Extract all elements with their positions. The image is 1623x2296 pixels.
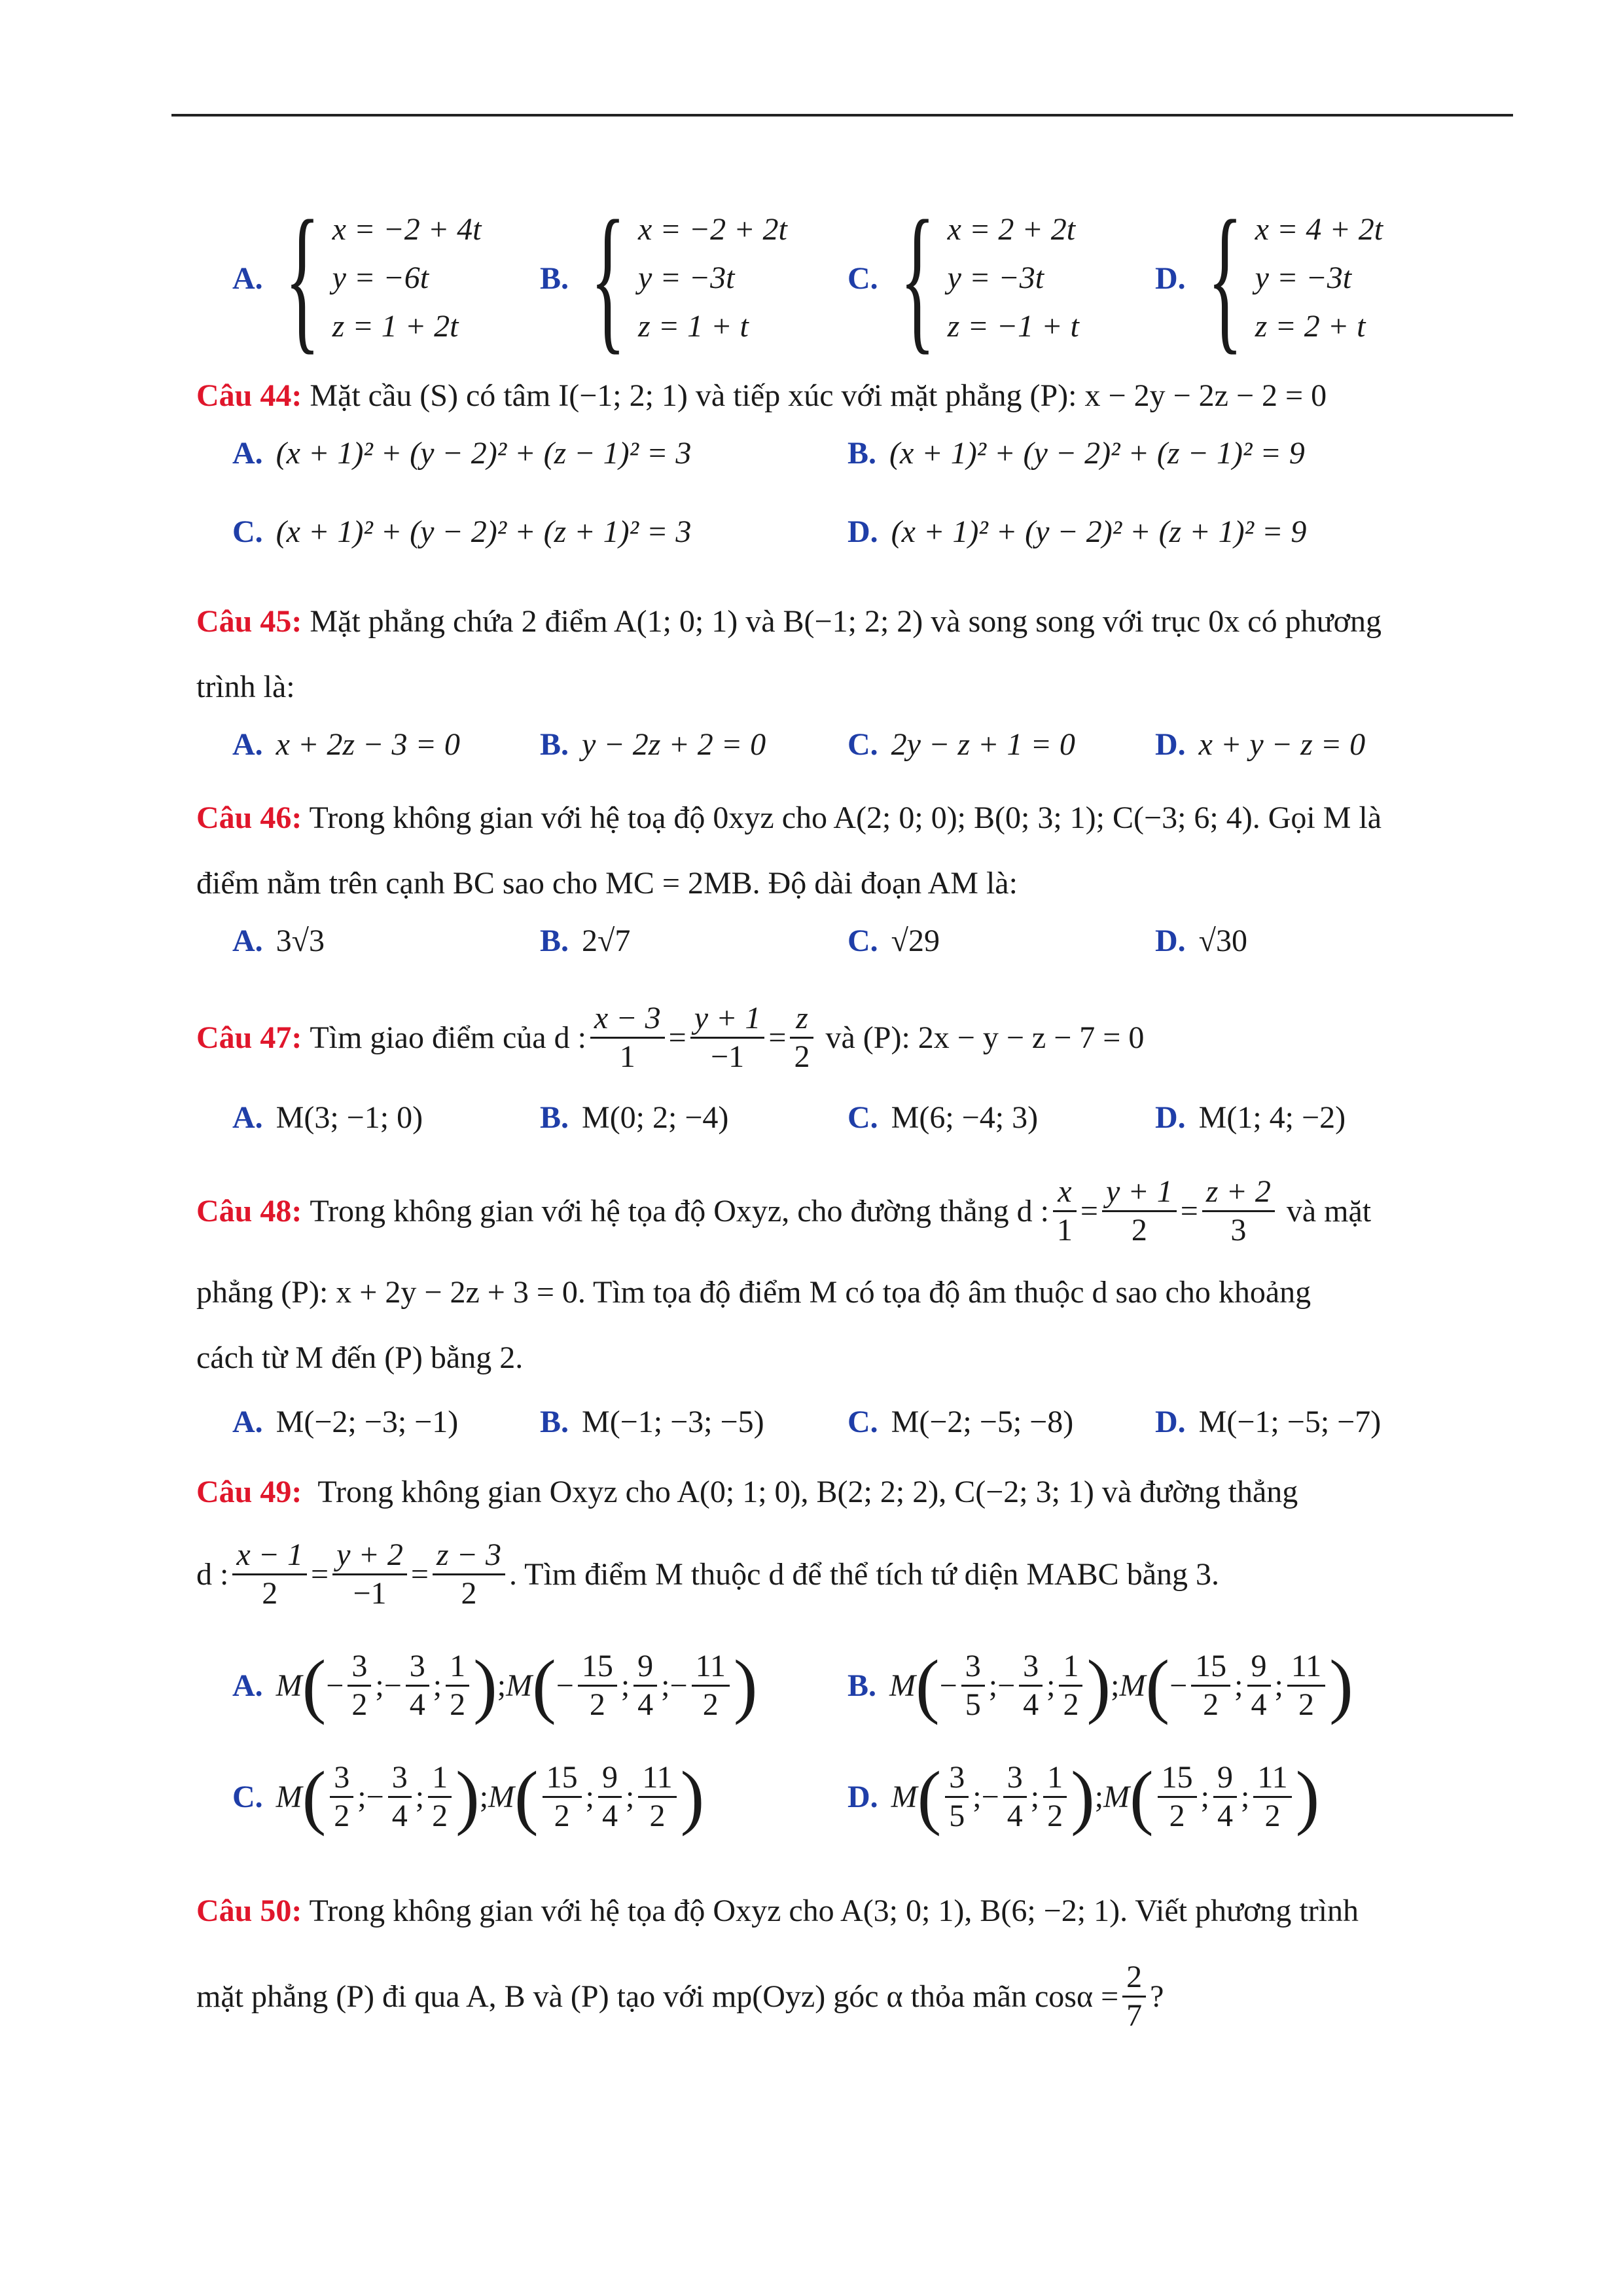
denominator: 2: [1264, 1798, 1281, 1833]
denominator: 2: [351, 1687, 368, 1722]
option-label: C.: [232, 1779, 263, 1814]
q43-options: [196, 187, 1440, 368]
fraction: [1003, 1759, 1027, 1835]
q43-option-a[interactable]: A. { x = −2 + 4t y = −6t z = 1 + 2t: [232, 187, 482, 368]
q46-option-d[interactable]: D. √30: [1155, 924, 1248, 958]
numerator: 1: [446, 1648, 469, 1687]
point-letter: M: [506, 1668, 533, 1703]
numerator: 15: [1191, 1648, 1230, 1687]
numerator: 1: [1043, 1759, 1067, 1798]
fraction: [1213, 1759, 1237, 1835]
fraction: [1059, 1648, 1082, 1723]
numerator: 15: [1158, 1759, 1197, 1798]
numerator: 11: [1253, 1759, 1291, 1798]
separator: ;: [375, 1668, 384, 1703]
numerator: 11: [692, 1648, 730, 1687]
numerator: 1: [428, 1759, 452, 1798]
numerator: 11: [638, 1759, 676, 1798]
denominator: 4: [1007, 1798, 1023, 1833]
fraction: [406, 1648, 429, 1723]
numerator: 9: [633, 1648, 657, 1687]
sign: −: [556, 1668, 574, 1703]
question-46: [196, 785, 1440, 995]
q44-option-c[interactable]: C. (x + 1)² + (y − 2)² + (z + 1)² = 3: [232, 514, 692, 549]
denominator: 4: [637, 1687, 654, 1722]
q49-option-b[interactable]: [847, 1636, 1353, 1734]
denominator: 2: [1298, 1687, 1314, 1722]
question-49: [196, 1460, 1440, 1852]
numerator: 1: [1059, 1648, 1082, 1687]
numerator: 3: [388, 1759, 412, 1798]
fraction: [1247, 1648, 1271, 1723]
fraction: [1158, 1759, 1197, 1835]
separator: ;: [1030, 1779, 1040, 1814]
paren-left: (: [917, 1757, 942, 1837]
q45-option-b[interactable]: B. y − 2z + 2 = 0: [540, 727, 766, 762]
numerator: 9: [1247, 1648, 1271, 1687]
separator: ;: [357, 1779, 366, 1814]
separator: ;: [1241, 1779, 1250, 1814]
separator: ;: [415, 1779, 425, 1814]
denominator: 2: [432, 1798, 448, 1833]
denominator: 4: [1023, 1687, 1039, 1722]
fraction: [543, 1759, 582, 1835]
separator: ;: [497, 1668, 507, 1703]
denominator: 4: [1217, 1798, 1234, 1833]
q46-option-a[interactable]: A. 3√3: [232, 924, 325, 958]
denominator: 2: [1169, 1798, 1185, 1833]
q44-option-b[interactable]: B. (x + 1)² + (y − 2)² + (z − 1)² = 9: [847, 436, 1305, 471]
sign: −: [366, 1779, 384, 1814]
separator: ;: [433, 1668, 442, 1703]
fraction: [945, 1759, 969, 1835]
q50-stem-line2: mặt phẳng (P) đi qua A, B và (P) tạo với mp(Oyz) góc α thỏa mãn cosα = $\frac{2}{7}$ ?: [196, 1959, 1164, 2033]
paren-left: (: [1145, 1645, 1170, 1725]
separator: ;: [1111, 1668, 1120, 1703]
separator: ;: [1234, 1668, 1243, 1703]
fraction: [633, 1648, 657, 1723]
fraction: [961, 1648, 985, 1723]
q50-stem: Câu 50: Trong không gian với hệ tọa độ Oxyz cho A(3; 0; 1), B(6; −2; 1). Viết phương trình: [196, 1893, 1359, 1928]
option-label: D.: [847, 1779, 878, 1814]
denominator: 4: [391, 1798, 408, 1833]
fraction: [348, 1648, 371, 1723]
paren-left: (: [916, 1645, 940, 1725]
fraction: [1253, 1759, 1291, 1835]
q43-option-c[interactable]: C. { x = 2 + 2t y = −3t z = −1 + t: [847, 187, 1079, 368]
q43-option-d[interactable]: D. { x = 4 + 2t y = −3t z = 2 + t: [1155, 187, 1383, 368]
point-letter: M: [889, 1668, 916, 1703]
point-letter: M: [488, 1779, 515, 1814]
denominator: 5: [949, 1798, 965, 1833]
point-letter: M: [1119, 1668, 1146, 1703]
q48-stem-line2: phẳng (P): x + 2y − 2z + 3 = 0. Tìm tọa độ điểm M có tọa độ âm thuộc d sao cho khoảng: [196, 1275, 1311, 1310]
denominator: 2: [1203, 1687, 1219, 1722]
paren-right: ): [680, 1757, 705, 1837]
denominator: 2: [649, 1798, 666, 1833]
question-48: [196, 1162, 1440, 1456]
sign: −: [383, 1668, 402, 1703]
paren-right: ): [1086, 1645, 1111, 1725]
separator: ;: [988, 1668, 998, 1703]
q49-option-a[interactable]: [232, 1636, 757, 1734]
numerator: 3: [406, 1648, 429, 1687]
denominator: 2: [554, 1798, 570, 1833]
point-letter: M: [276, 1779, 302, 1814]
separator: ;: [1046, 1668, 1056, 1703]
sign: −: [939, 1668, 957, 1703]
q49-option-c[interactable]: [232, 1748, 704, 1846]
question-44: [196, 363, 1440, 573]
paren-left: (: [302, 1645, 327, 1725]
sign: −: [326, 1668, 344, 1703]
separator: ;: [972, 1779, 982, 1814]
separator: ;: [1274, 1668, 1283, 1703]
q47-option-c[interactable]: C. M(6; −4; 3): [847, 1100, 1039, 1135]
paren-left: (: [514, 1757, 539, 1837]
denominator: 4: [409, 1687, 425, 1722]
q44-stem: Câu 44: Mặt cầu (S) có tâm I(−1; 2; 1) và tiếp xúc với mặt phẳng (P): x − 2y − 2z − 2 = 0: [196, 378, 1327, 413]
numerator: 9: [1213, 1759, 1237, 1798]
q49-option-d[interactable]: [847, 1748, 1319, 1846]
q48-stem: Câu 48: Trong không gian với hệ tọa độ Oxyz, cho đường thẳng d : $\frac{x}{1}$ = $\frac{y + 1}{2}$ = $\frac{z + 2}{3}$ và mặt: [196, 1174, 1372, 1247]
q45-option-d[interactable]: D. x + y − z = 0: [1155, 727, 1366, 762]
fraction: [388, 1759, 412, 1835]
denominator: 2: [589, 1687, 605, 1722]
q47-option-b[interactable]: B. M(0; 2; −4): [540, 1100, 729, 1135]
q46-stem: Câu 46: Trong không gian với hệ toạ độ 0xyz cho A(2; 0; 0); B(0; 3; 1); C(−3; 6; 4). Gọi M là: [196, 800, 1382, 835]
separator: ;: [585, 1779, 595, 1814]
point-letter: M: [891, 1779, 918, 1814]
option-label: B.: [847, 1668, 877, 1703]
fraction: [330, 1759, 353, 1835]
paren-left: (: [302, 1757, 327, 1837]
separator: ;: [1094, 1779, 1104, 1814]
q48-option-c[interactable]: C. M(−2; −5; −8): [847, 1405, 1074, 1439]
fraction: [638, 1759, 676, 1835]
fraction: [1287, 1648, 1325, 1723]
option-label: A.: [232, 1668, 263, 1703]
denominator: 2: [1047, 1798, 1063, 1833]
numerator: 9: [598, 1759, 622, 1798]
fraction: [446, 1648, 469, 1723]
numerator: 15: [543, 1759, 582, 1798]
fraction: [578, 1648, 617, 1723]
numerator: 3: [1003, 1759, 1027, 1798]
question-45: [196, 589, 1440, 798]
q45-stem: Câu 45: Mặt phẳng chứa 2 điểm A(1; 0; 1) và B(−1; 2; 2) và song song với trục 0x có phương: [196, 604, 1382, 639]
q47-stem: Câu 47: Tìm giao điểm của d : $\frac{x - 3}{1}$ = $\frac{y + 1}{-1}$ = $\frac{z}{2}$ và (P): 2x − y − z − 7 = 0: [196, 1000, 1145, 1074]
separator: ;: [620, 1668, 630, 1703]
sign: −: [981, 1779, 999, 1814]
question-47: [196, 988, 1440, 1158]
separator: ;: [661, 1668, 670, 1703]
paren-right: ): [1295, 1757, 1320, 1837]
point-letter: M: [276, 1668, 302, 1703]
numerator: 11: [1287, 1648, 1325, 1687]
q44-option-d[interactable]: D. (x + 1)² + (y − 2)² + (z + 1)² = 9: [847, 514, 1307, 549]
q48-stem-line3: cách từ M đến (P) bằng 2.: [196, 1340, 524, 1375]
denominator: 5: [965, 1687, 981, 1722]
denominator: 2: [702, 1687, 719, 1722]
paren-right: ): [473, 1645, 497, 1725]
numerator: 3: [348, 1648, 371, 1687]
q46-option-c[interactable]: C. √29: [847, 924, 940, 958]
sign: −: [669, 1668, 688, 1703]
q47-option-d[interactable]: D. M(1; 4; −2): [1155, 1100, 1346, 1135]
paren-right: ): [733, 1645, 758, 1725]
q45-option-a[interactable]: A. x + 2z − 3 = 0: [232, 727, 460, 762]
separator: ;: [626, 1779, 635, 1814]
q49-stem-line2: d : $\frac{x - 1}{2}$ = $\frac{y + 2}{-1}$ = $\frac{z - 3}{2}$ . Tìm điểm M thuộc d để thể tích tứ diện MABC bằng 3.: [196, 1537, 1219, 1611]
fraction: [1043, 1759, 1067, 1835]
paren-left: (: [1130, 1757, 1154, 1837]
numerator: 3: [945, 1759, 969, 1798]
q45-option-c[interactable]: C. 2y − z + 1 = 0: [847, 727, 1075, 762]
paren-right: ): [455, 1757, 480, 1837]
q48-option-d[interactable]: D. M(−1; −5; −7): [1155, 1405, 1382, 1439]
paren-right: ): [1329, 1645, 1353, 1725]
separator: ;: [1200, 1779, 1210, 1814]
q45-stem-line2: trình là:: [196, 670, 295, 704]
q48-option-b[interactable]: B. M(−1; −3; −5): [540, 1405, 764, 1439]
q46-stem-line2: điểm nằm trên cạnh BC sao cho MC = 2MB. Độ dài đoạn AM là:: [196, 866, 1018, 901]
question-50: [196, 1878, 1440, 2075]
separator: ;: [479, 1779, 489, 1814]
fraction: [692, 1648, 730, 1723]
sign: −: [1169, 1668, 1188, 1703]
q43-option-b[interactable]: B. { x = −2 + 2t y = −3t z = 1 + t: [540, 187, 787, 368]
denominator: 4: [1251, 1687, 1267, 1722]
numerator: 3: [961, 1648, 985, 1687]
paren-left: (: [532, 1645, 556, 1725]
q46-option-b[interactable]: B. 2√7: [540, 924, 631, 958]
header-rule: [171, 114, 1513, 117]
sign: −: [997, 1668, 1016, 1703]
fraction: [428, 1759, 452, 1835]
numerator: 3: [330, 1759, 353, 1798]
numerator: 3: [1019, 1648, 1043, 1687]
fraction: [1019, 1648, 1043, 1723]
denominator: 2: [334, 1798, 350, 1833]
q49-stem: Câu 49: Trong không gian Oxyz cho A(0; 1; 0), B(2; 2; 2), C(−2; 3; 1) và đường thẳng: [196, 1475, 1298, 1509]
fraction: [598, 1759, 622, 1835]
fraction: [1191, 1648, 1230, 1723]
denominator: 4: [602, 1798, 618, 1833]
q48-option-a[interactable]: A. M(−2; −3; −1): [232, 1405, 459, 1439]
denominator: 2: [450, 1687, 466, 1722]
paren-right: ): [1071, 1757, 1095, 1837]
q47-option-a[interactable]: A. M(3; −1; 0): [232, 1100, 423, 1135]
point-letter: M: [1103, 1779, 1130, 1814]
numerator: 15: [578, 1648, 617, 1687]
q44-option-a[interactable]: A. (x + 1)² + (y − 2)² + (z − 1)² = 3: [232, 436, 692, 471]
denominator: 2: [1063, 1687, 1079, 1722]
